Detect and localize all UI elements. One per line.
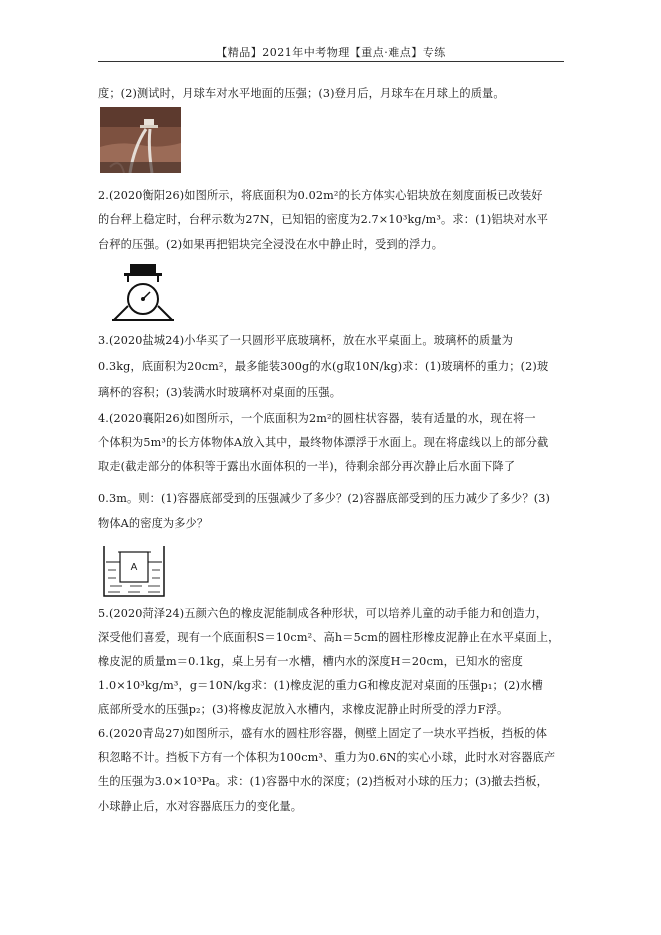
q4-text-line: 个体积为5m³的长方体物体A放入其中，最终物体漂浮于水面上。现在将虚线以上的部分截 [98, 436, 549, 449]
q4-text-line: 物体A的密度为多少？ [98, 517, 209, 530]
q4-text-line: 4.(2020襄阳26)如图所示，一个底面积为2m²的圆柱状容器，装有适量的水，现在将一 [98, 412, 536, 425]
q4-text-line: 0.3m。则：(1)容器底部受到的压强减少了多少？(2)容器底部受到的压力减少了多少？(3) [98, 492, 551, 505]
q6-text-line: 6.(2020青岛27)如图所示，盛有水的圆柱形容器，侧壁上固定了一块水平挡板，挡板的体 [98, 727, 548, 740]
q1-text-line: 度；(2)测试时，月球车对水平地面的压强；(3)登月后，月球车在月球上的质量。 [98, 87, 505, 100]
q6-text-line: 生的压强为3.0×10³Pa。求：(1)容器中水的深度；(2)挡板对小球的压力；(3)撤去挡板， [98, 775, 548, 788]
q5-text-line: 5.(2020菏泽24)五颜六色的橡皮泥能制成各种形状，可以培养儿童的动手能力和创造力， [98, 607, 548, 620]
q4-text-line: 取走(截走部分的体积等于露出水面体积的一半)，待剩余部分再次静止后水面下降了 [98, 460, 516, 473]
q5-text-line: 橡皮泥的质量m＝0.1kg，桌上另有一水槽，槽内水的深度H＝20cm，已知水的密度 [98, 655, 523, 668]
scale-figure [110, 262, 174, 322]
q5-text-line: 深受他们喜爱，现有一个底面积S＝10cm²、高h＝5cm的圆柱形橡皮泥静止在水平桌面上， [98, 631, 560, 644]
moon-rover-photo-drawing [100, 107, 181, 173]
q6-text-line: 小球静止后，水对容器底压力的变化量。 [98, 800, 303, 813]
q5-text-line: 底部所受水的压强p₂；(3)将橡皮泥放入水槽内，求橡皮泥静止时所受的浮力F浮。 [98, 703, 509, 716]
q2-text-line: 台秤的压强。(2)如果再把铝块完全浸没在水中静止时，受到的浮力。 [98, 238, 444, 251]
block-a-label: A [130, 562, 138, 573]
header-rule [98, 61, 564, 62]
q5-text-line: 1.0×10³kg/m³，g＝10N/kg求：(1)橡皮泥的重力G和橡皮泥对桌面的压强p₁；(2)水槽 [98, 679, 543, 692]
page-header: 【精品】2021年中考物理【重点·难点】专练 [216, 46, 446, 59]
q2-text-line: 2.(2020衡阳26)如图所示，将底面积为0.02m²的长方体实心铝块放在刻度面板已改装好 [98, 189, 543, 202]
q2-text-line: 的台秤上稳定时，台秤示数为27N，已知铝的密度为2.7×10³kg/m³。求：(1)铝块对水平 [98, 213, 549, 226]
q3-text-line: 3.(2020盐城24)小华买了一只圆形平底玻璃杯，放在水平桌面上。玻璃杯的质量为 [98, 334, 514, 347]
q3-text-line: 璃杯的容积；(3)装满水时玻璃杯对桌面的压强。 [98, 386, 342, 399]
container-figure [102, 544, 166, 598]
moon-rover-photo [100, 107, 181, 173]
q6-text-line: 积忽略不计。挡板下方有一个体积为100cm³、重力为0.6N的实心小球，此时水对容器底产 [98, 751, 556, 764]
q3-text-line: 0.3kg，底面积为20cm²，最多能装300g的水(g取10N/kg)求：(1)玻璃杯的重力；(2)玻 [98, 360, 549, 373]
